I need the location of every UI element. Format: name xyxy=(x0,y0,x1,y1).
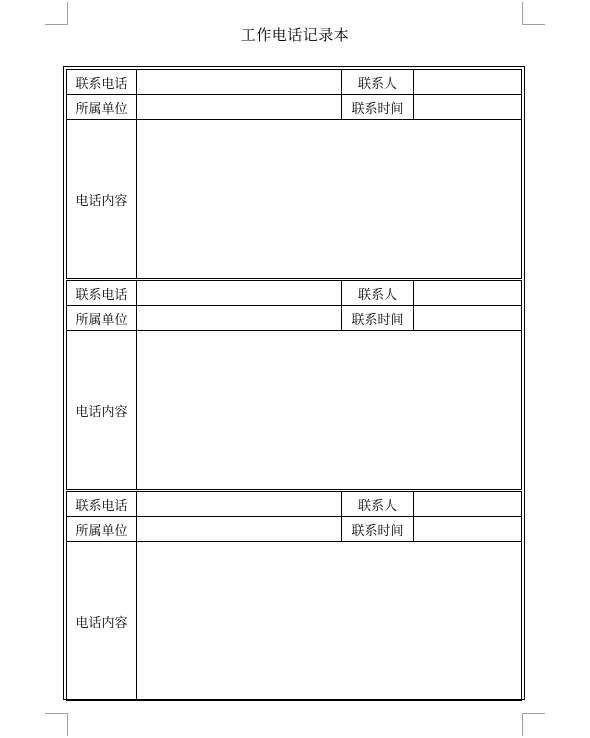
unit-field[interactable] xyxy=(137,95,342,120)
page-corner-mark-bottom-right xyxy=(522,713,545,736)
phone-record-3 xyxy=(66,491,522,701)
contact-time-label: 联系时间 xyxy=(342,95,414,120)
phone-record-1 xyxy=(66,69,522,279)
unit-label: 所属单位 xyxy=(67,306,137,331)
contact-label: 联系人 xyxy=(342,70,414,95)
phone-label: 联系电话 xyxy=(67,492,137,517)
phone-record-form xyxy=(63,66,525,700)
page-corner-mark-top-left xyxy=(45,2,68,25)
content-field[interactable] xyxy=(137,331,522,490)
unit-field[interactable] xyxy=(137,306,342,331)
phone-field[interactable] xyxy=(137,492,342,517)
contact-label: 联系人 xyxy=(342,492,414,517)
document-title: 工作电话记录本 xyxy=(240,26,350,44)
phone-label: 联系电话 xyxy=(67,281,137,306)
record-row-phone xyxy=(67,281,522,306)
record-row-content xyxy=(67,542,522,701)
content-label: 电话内容 xyxy=(67,120,137,279)
contact-time-field[interactable] xyxy=(414,95,522,120)
content-label: 电话内容 xyxy=(67,331,137,490)
phone-label: 联系电话 xyxy=(67,70,137,95)
contact-field[interactable] xyxy=(414,70,522,95)
phone-field[interactable] xyxy=(137,281,342,306)
contact-time-field[interactable] xyxy=(414,517,522,542)
record-row-content xyxy=(67,120,522,279)
contact-time-field[interactable] xyxy=(414,306,522,331)
contact-label: 联系人 xyxy=(342,281,414,306)
content-field[interactable] xyxy=(137,542,522,701)
phone-field[interactable] xyxy=(137,70,342,95)
phone-record-2 xyxy=(66,280,522,490)
contact-time-label: 联系时间 xyxy=(342,306,414,331)
record-row-unit xyxy=(67,517,522,542)
contact-field[interactable] xyxy=(414,492,522,517)
contact-time-label: 联系时间 xyxy=(342,517,414,542)
unit-field[interactable] xyxy=(137,517,342,542)
content-label: 电话内容 xyxy=(67,542,137,701)
unit-label: 所属单位 xyxy=(67,517,137,542)
record-row-unit xyxy=(67,306,522,331)
record-row-content xyxy=(67,331,522,490)
unit-label: 所属单位 xyxy=(67,95,137,120)
page-corner-mark-bottom-left xyxy=(45,713,68,736)
content-field[interactable] xyxy=(137,120,522,279)
record-row-phone xyxy=(67,492,522,517)
record-row-phone xyxy=(67,70,522,95)
page-corner-mark-top-right xyxy=(522,2,545,25)
record-row-unit xyxy=(67,95,522,120)
contact-field[interactable] xyxy=(414,281,522,306)
